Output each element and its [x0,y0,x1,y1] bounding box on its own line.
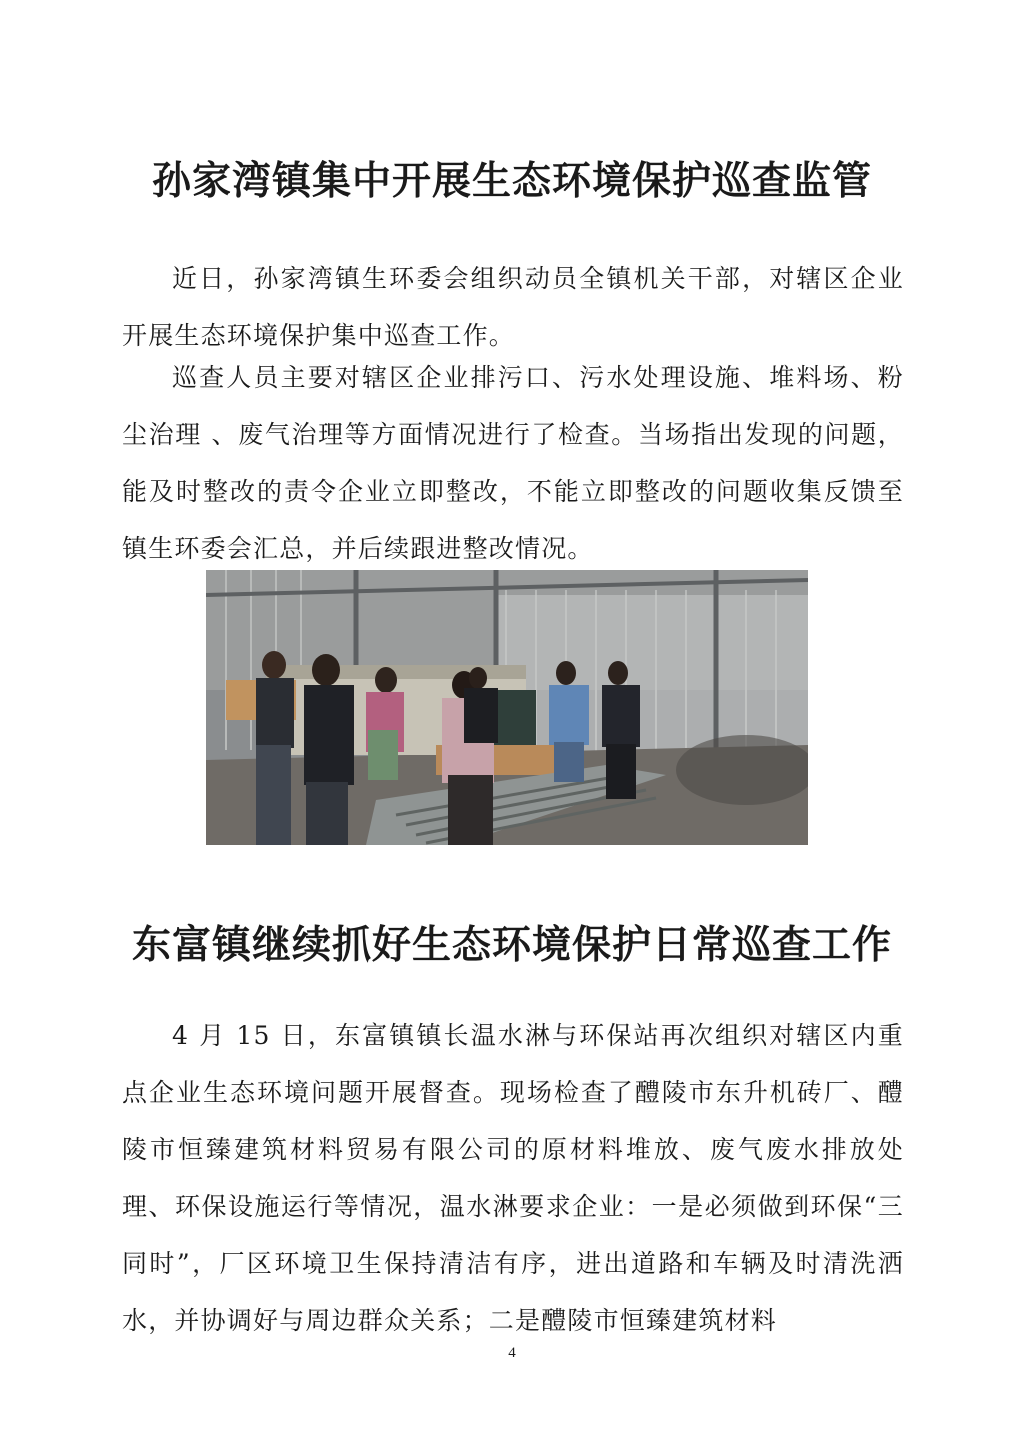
article-title-2: 东富镇继续抓好生态环境保护日常巡查工作 [131,922,892,968]
article-title-1: 孙家湾镇集中开展生态环境保护巡查监管 [151,158,872,204]
article-1-paragraph-2: 巡查人员主要对辖区企业排污口、污水处理设施、堆料场、粉尘治理 、废气治理等方面情况进行了检查。当场指出发现的问题，能及时整改的责令企业立即整改，不能立即整改的问题收集反馈至镇生环委会汇总，并后续跟进整改情况。 [122,363,904,563]
article-1-paragraph-1: 近日，孙家湾镇生环委会组织动员全镇机关干部，对辖区企业开展生态环境保护集中巡查工作。 [122,264,904,350]
page-number: 4 [508,1345,516,1361]
article-2-paragraph-1: 4 月 15 日，东富镇镇长温水淋与环保站再次组织对辖区内重点企业生态环境问题开展督查。现场检查了醴陵市东升机砖厂、醴陵市恒臻建筑材料贸易有限公司的原材料堆放、废气废水排放处理、环保设施运行等情况，温水淋要求企业：一是必须做到环保“三同时”，厂区环境卫生保持清洁有序，进出道路和车辆及时清洗洒水，并协调好与周边群众关系；二是醴陵市恒臻建筑材料 [122,1021,904,1335]
factory-inspection-photo [206,570,808,845]
